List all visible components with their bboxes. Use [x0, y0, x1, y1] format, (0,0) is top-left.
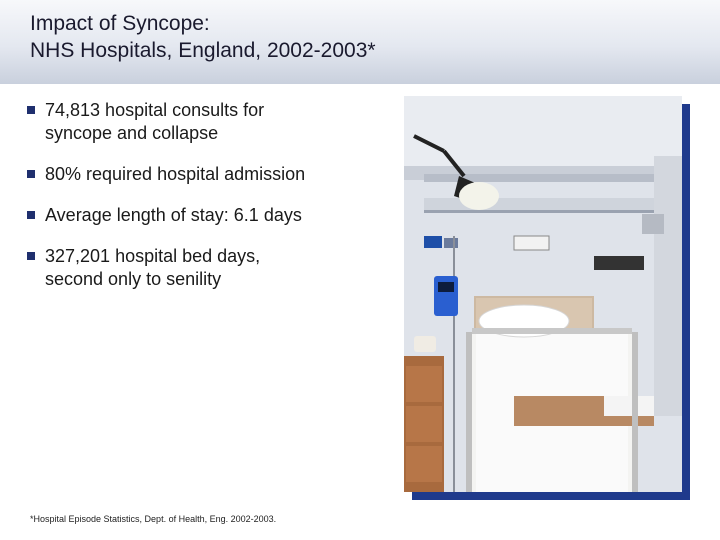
- square-bullet-icon: [27, 252, 35, 260]
- hospital-room-photo: [404, 96, 682, 492]
- bullet-item: [27, 245, 387, 291]
- slide-title: [30, 10, 690, 64]
- square-bullet-icon: [27, 211, 35, 219]
- bullet-text-line-2: syncope and collapse: [45, 123, 219, 143]
- bullet-text-line-1: 80% required hospital admission: [45, 164, 306, 184]
- bullet-item: [27, 204, 387, 227]
- slide-title-line-2: NHS Hospitals, England, 2002-2003*: [30, 39, 376, 62]
- slide-title-line-1: Impact of Syncope:: [30, 12, 210, 35]
- bullet-item: [27, 99, 387, 145]
- bullet-text-line-1: Average length of stay: 6.1 days: [45, 205, 302, 225]
- bullet-text-line-2: second only to senility: [45, 269, 222, 289]
- square-bullet-icon: [27, 106, 35, 114]
- bullet-list: [27, 99, 387, 309]
- hospital-bed-illustration: [404, 96, 682, 492]
- bullet-text-line-1: 327,201 hospital bed days,: [45, 246, 261, 266]
- bullet-item: [27, 163, 387, 186]
- title-banner: [0, 0, 720, 84]
- square-bullet-icon: [27, 170, 35, 178]
- footnote: *Hospital Episode Statistics, Dept. of Health, Eng. 2002-2003.: [30, 514, 277, 524]
- bullet-text-line-1: 74,813 hospital consults for: [45, 100, 265, 120]
